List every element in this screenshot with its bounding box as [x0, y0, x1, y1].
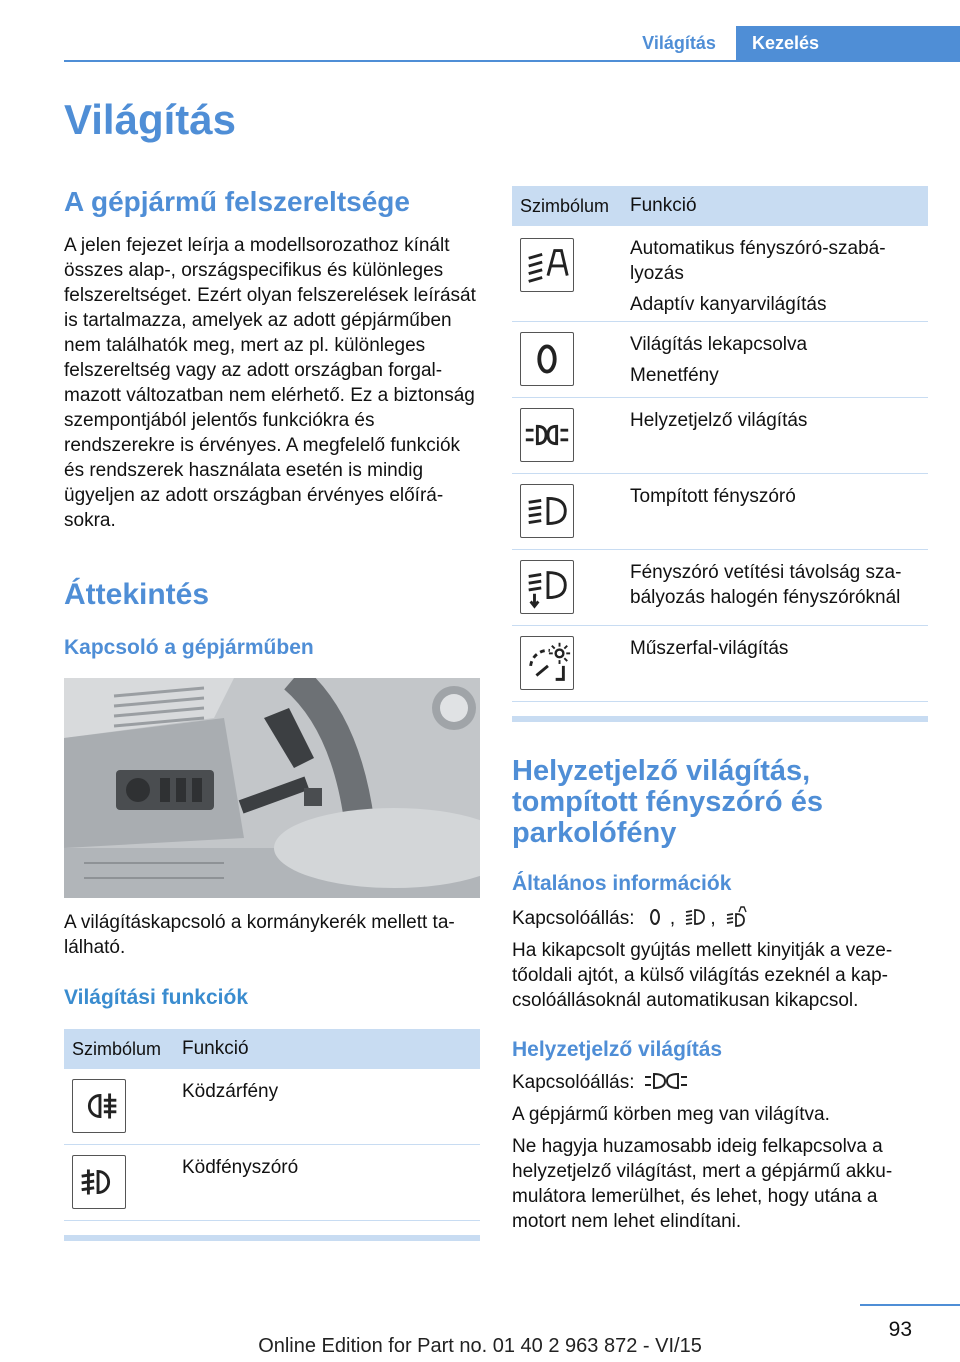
col-function-header: Funkció: [182, 1038, 249, 1059]
parking-light-icon: [644, 1070, 688, 1092]
overview-heading: Áttekintés: [64, 578, 210, 611]
function-name: Ködfényszóró: [182, 1157, 299, 1178]
table-row: [64, 1069, 480, 1145]
lights-off-icon: [520, 332, 574, 386]
page-number: 93: [888, 1318, 912, 1341]
table-header: [64, 1029, 480, 1069]
parking-lights-heading: Helyzetjelző világítás, tompított fényszóró és parkolófény: [512, 755, 823, 849]
rear-fog-light-icon: [72, 1079, 126, 1133]
col-symbol-header: Szimbólum: [72, 1039, 162, 1059]
function-name: Menetfény: [630, 365, 719, 386]
switch-heading: Kapcsoló a gépjárműben: [64, 636, 314, 659]
light-switch-photo: [64, 678, 480, 898]
auto-headlight-icon: [520, 238, 574, 292]
auto-headlight-icon: [725, 906, 747, 928]
headlight-range-icon: [520, 560, 574, 614]
position-text-1: A gépjármű körben meg van világítva.: [512, 1104, 830, 1125]
function-name: Adaptív kanyarvilágítás: [630, 294, 827, 315]
function-name: Helyzetjelző világítás: [630, 410, 808, 431]
table-row: [512, 626, 928, 702]
low-beam-icon: [684, 906, 706, 928]
switch-positions-line: Kapcsolóállás: , ,: [512, 906, 932, 931]
equipment-text: A jelen fejezet leírja a modellsorozathoz kínált összes alap-, országspecifikus és különleges felszereltséget. Ezért olyan felszerelések leírását is tartalmazza, amelyek az adott gépjárműben nem találhatók meg, mert az pl. különleges felszereltség vagy az adott országban forgalmazott változatban nem elérhető. Ez a biztonság szempontjából jelentős funkciókra és rendszerekre is érvényes. A megfelelő funkciók és rendszerek használata esetén is mindig ügyeljen az adott országban érvényes előírásokra.: [64, 235, 476, 531]
photo-caption: A világításkapcsoló a kormánykerék mellett található.: [64, 912, 455, 958]
table-row: [512, 550, 928, 626]
instrument-lighting-icon: [520, 636, 574, 690]
table-header: [512, 186, 928, 226]
functions-table-left: [64, 1029, 480, 1241]
low-beam-icon: [520, 484, 574, 538]
page-number-rule: [860, 1304, 960, 1306]
header-chapter-label: Kezelés: [736, 26, 960, 62]
col-function-header: Funkció: [630, 195, 697, 216]
general-info-heading: Általános információk: [512, 872, 732, 895]
function-name: Automatikus fényszóró-szabályozás: [630, 238, 886, 284]
header-section-label: Világítás: [642, 33, 716, 53]
switch-positions-label: Kapcsolóállás:: [512, 908, 635, 929]
footer-edition: Online Edition for Part no. 01 40 2 963 872 - VI/15: [258, 1335, 702, 1357]
position-light-heading: Helyzetjelző világítás: [512, 1038, 723, 1061]
equipment-heading: A gépjármű felszereltsége: [64, 186, 410, 217]
function-name: Tompított fényszóró: [630, 486, 796, 507]
table-row: [512, 474, 928, 550]
front-fog-light-icon: [72, 1155, 126, 1209]
position-switch-label: Kapcsolóállás:: [512, 1072, 635, 1093]
functions-heading: Világítási funkciók: [64, 986, 249, 1009]
col-symbol-header: Szimbólum: [520, 196, 610, 216]
function-name: Fényszóró vetítési távolság szabályozás halogén fényszóróknál: [630, 562, 902, 608]
function-name: Világítás lekapcsolva: [630, 334, 808, 355]
page-title: Világítás: [64, 96, 236, 143]
lights-off-icon: [644, 906, 666, 928]
position-switch-line: [512, 1070, 932, 1095]
general-info-text: Ha kikapcsolt gyújtás mellett kinyitják a vezetőoldali ajtót, a külső világítás ezeknél a kapcsolóállásoknál automatikusan kikapcsol.: [512, 940, 893, 1011]
parking-light-icon: [520, 408, 574, 462]
table-row: [512, 322, 928, 398]
table-row: [512, 398, 928, 474]
table-row: [512, 226, 928, 322]
function-name: Ködzárfény: [182, 1081, 279, 1102]
position-text-2: Ne hagyja huzamosabb ideig felkapcsolva a helyzetjelző világítást, mert a gépjármű akkumulátora lemerülhet, és lehet, hogy utána a motort nem lehet elindítani.: [512, 1136, 893, 1232]
header-rule: [64, 60, 960, 62]
functions-table-right: [512, 186, 928, 722]
function-name: Műszerfal-világítás: [630, 638, 789, 659]
table-row: [64, 1145, 480, 1221]
